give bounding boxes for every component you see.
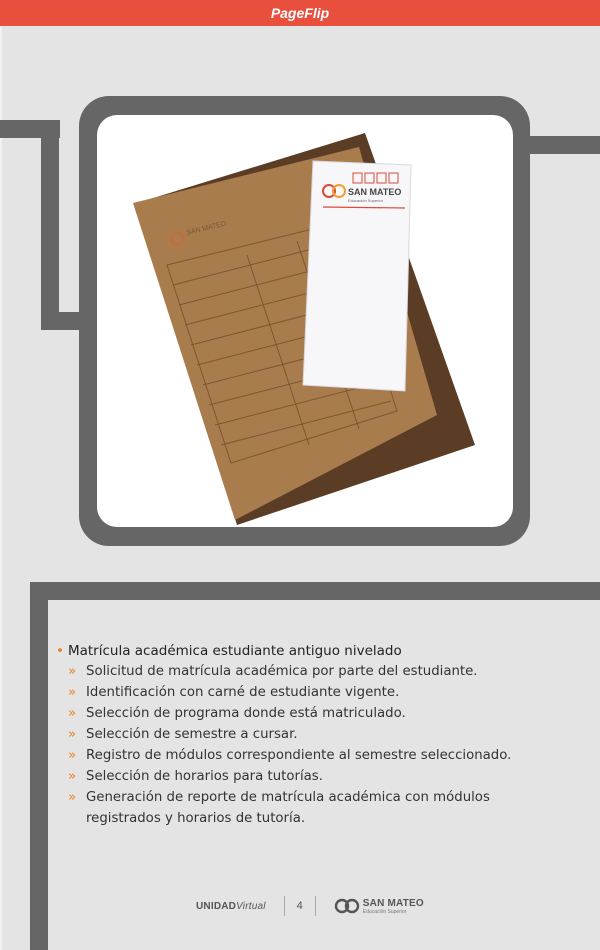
page-header: [0, 0, 600, 26]
footer-logo-name: SAN MATEO: [362, 897, 424, 909]
footer-logo-sub: Educación Superior: [362, 908, 407, 915]
enrollment-photo: [97, 115, 513, 527]
list-item: » Selección de programa donde está matriculado.: [68, 703, 568, 724]
san-mateo-logo-icon: [334, 898, 360, 914]
page-header-title: PageFlip: [270, 5, 330, 21]
chevron-bullet-icon: »: [68, 790, 77, 805]
envelope-brand-text: SAN MATEO: [348, 187, 402, 197]
sub-item-list: [68, 661, 568, 829]
list-item: » Generación de reporte de matrícula académica con módulos registrados y horarios de tutoría.: [68, 787, 556, 829]
chevron-bullet-icon: »: [68, 748, 77, 763]
connector-line-right: [528, 136, 600, 154]
main-bullet-text: Matrícula académica estudiante antiguo nivelado: [67, 643, 402, 659]
page-footer: [196, 894, 426, 918]
list-item: » Selección de semestre a cursar.: [68, 724, 568, 745]
footer-divider: [284, 896, 285, 916]
page-number: 4: [296, 900, 303, 912]
unidad-virtual-logo: UNIDADVirtual: [196, 900, 266, 912]
envelope-sub-text: Educación Superior: [348, 198, 383, 203]
chevron-bullet-icon: »: [68, 769, 77, 784]
chevron-bullet-icon: »: [68, 664, 77, 679]
chevron-bullet-icon: »: [68, 706, 77, 721]
san-mateo-logo: [334, 898, 424, 915]
connector-line-bottom-left: [41, 312, 83, 330]
list-item: » Identificación con carné de estudiante vigente.: [68, 682, 568, 703]
connector-line-vertical-left: [41, 120, 59, 330]
chevron-bullet-icon: »: [68, 727, 77, 742]
list-item: » Solicitud de matrícula académica por parte del estudiante.: [68, 661, 568, 682]
chevron-bullet-icon: »: [68, 685, 77, 700]
list-item: » Selección de horarios para tutorías.: [68, 766, 568, 787]
main-bullet-item: [56, 643, 402, 659]
bullet-dot-icon: •: [56, 643, 64, 659]
textbox-left-border: [30, 582, 48, 950]
left-edge-strip: [0, 26, 2, 950]
list-item: » Registro de módulos correspondiente al semestre seleccionado.: [68, 745, 568, 766]
footer-divider: [315, 896, 316, 916]
textbox-top-border: [30, 582, 600, 600]
kraft-logo-text: SAN MATEO: [185, 220, 227, 237]
